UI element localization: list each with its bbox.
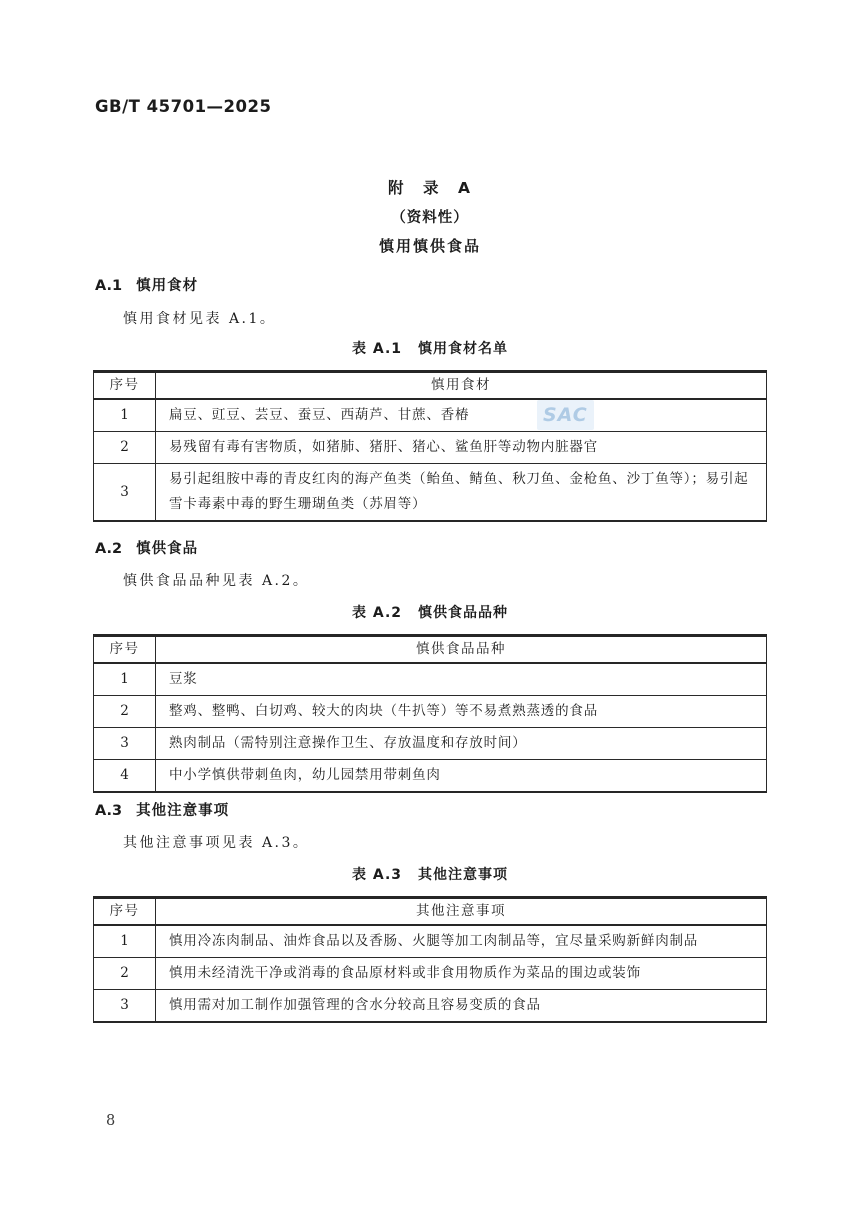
table-header-row bbox=[94, 372, 767, 399]
column-header-content: 慎用食材 bbox=[156, 372, 767, 399]
section-intro-a2: 慎供食品品种见表 A.2。 bbox=[123, 573, 310, 589]
table-row bbox=[94, 431, 767, 463]
row-number: 1 bbox=[94, 399, 156, 432]
table-row bbox=[94, 759, 767, 792]
column-header-content: 慎供食品品种 bbox=[156, 636, 767, 663]
row-number: 2 bbox=[94, 957, 156, 989]
table-caption-a2 bbox=[0, 602, 860, 622]
row-number: 2 bbox=[94, 431, 156, 463]
table-row bbox=[94, 463, 767, 521]
appendix-name: 慎用慎供食品 bbox=[378, 237, 481, 255]
table-header-row bbox=[94, 636, 767, 663]
appendix-subtitle: （资料性） bbox=[391, 210, 469, 226]
section-number: A.3 bbox=[95, 803, 123, 819]
table-row bbox=[94, 727, 767, 759]
row-content: 整鸡、整鸭、白切鸡、较大的肉块（牛扒等）等不易煮熟蒸透的食品 bbox=[156, 695, 767, 727]
section-heading-a3 bbox=[95, 799, 229, 820]
row-number: 3 bbox=[94, 989, 156, 1022]
row-content: 中小学慎供带刺鱼肉，幼儿园禁用带刺鱼肉 bbox=[156, 759, 767, 792]
section-number: A.2 bbox=[95, 541, 123, 557]
table-caption-number: 表 A.3 bbox=[351, 867, 403, 883]
table-row bbox=[94, 989, 767, 1022]
table-a2 bbox=[93, 634, 767, 793]
table-caption-title: 慎供食品品种 bbox=[418, 605, 509, 621]
row-number: 3 bbox=[94, 727, 156, 759]
row-content: 豆浆 bbox=[156, 663, 767, 696]
column-header-no: 序号 bbox=[94, 636, 156, 663]
section-heading-a2 bbox=[95, 537, 198, 558]
column-header-content: 其他注意事项 bbox=[156, 898, 767, 925]
table-header-row bbox=[94, 898, 767, 925]
page-number: 8 bbox=[106, 1113, 116, 1129]
row-content: 易引起组胺中毒的青皮红肉的海产鱼类（鲐鱼、鲭鱼、秋刀鱼、金枪鱼、沙丁鱼等）；易引起雪卡毒素中毒的野生珊瑚鱼类（苏眉等） bbox=[156, 463, 767, 521]
appendix-title: 附 录 A bbox=[388, 179, 472, 197]
table-a3 bbox=[93, 896, 767, 1023]
table-row bbox=[94, 399, 767, 432]
row-number: 2 bbox=[94, 695, 156, 727]
column-header-no: 序号 bbox=[94, 898, 156, 925]
row-content: 慎用冷冻肉制品、油炸食品以及香肠、火腿等加工肉制品等，宜尽量采购新鲜肉制品 bbox=[156, 925, 767, 958]
section-title: 慎用食材 bbox=[136, 278, 199, 294]
sac-watermark: SAC bbox=[537, 400, 594, 430]
row-number: 4 bbox=[94, 759, 156, 792]
table-row bbox=[94, 957, 767, 989]
row-content: 熟肉制品（需特别注意操作卫生、存放温度和存放时间） bbox=[156, 727, 767, 759]
section-heading-a1 bbox=[95, 274, 198, 295]
table-caption-title: 慎用食材名单 bbox=[418, 341, 509, 357]
section-number: A.1 bbox=[95, 278, 123, 294]
section-title: 其他注意事项 bbox=[136, 803, 230, 819]
table-a1 bbox=[93, 370, 767, 522]
row-content: 慎用未经清洗干净或消毒的食品原材料或非食用物质作为菜品的围边或装饰 bbox=[156, 957, 767, 989]
column-header-no: 序号 bbox=[94, 372, 156, 399]
table-row bbox=[94, 663, 767, 696]
table-caption-title: 其他注意事项 bbox=[418, 867, 509, 883]
row-number: 1 bbox=[94, 663, 156, 696]
row-content: 慎用需对加工制作加强管理的含水分较高且容易变质的食品 bbox=[156, 989, 767, 1022]
row-number: 1 bbox=[94, 925, 156, 958]
table-caption-number: 表 A.2 bbox=[351, 605, 403, 621]
section-title: 慎供食品 bbox=[136, 541, 199, 557]
table-caption-number: 表 A.1 bbox=[351, 341, 403, 357]
standard-number: GB/T 45701—2025 bbox=[95, 97, 272, 116]
appendix-title-block bbox=[0, 176, 860, 256]
section-intro-a1: 慎用食材见表 A.1。 bbox=[123, 311, 277, 327]
table-row bbox=[94, 695, 767, 727]
table-caption-a3 bbox=[0, 864, 860, 884]
table-caption-a1 bbox=[0, 338, 860, 358]
table-row bbox=[94, 925, 767, 958]
section-intro-a3: 其他注意事项见表 A.3。 bbox=[123, 835, 310, 851]
row-content: 易残留有毒有害物质，如猪肺、猪肝、猪心、鲨鱼肝等动物内脏器官 bbox=[156, 431, 767, 463]
row-content: 扁豆、豇豆、芸豆、蚕豆、西葫芦、甘蔗、香椿 bbox=[156, 399, 767, 432]
row-number: 3 bbox=[94, 463, 156, 521]
